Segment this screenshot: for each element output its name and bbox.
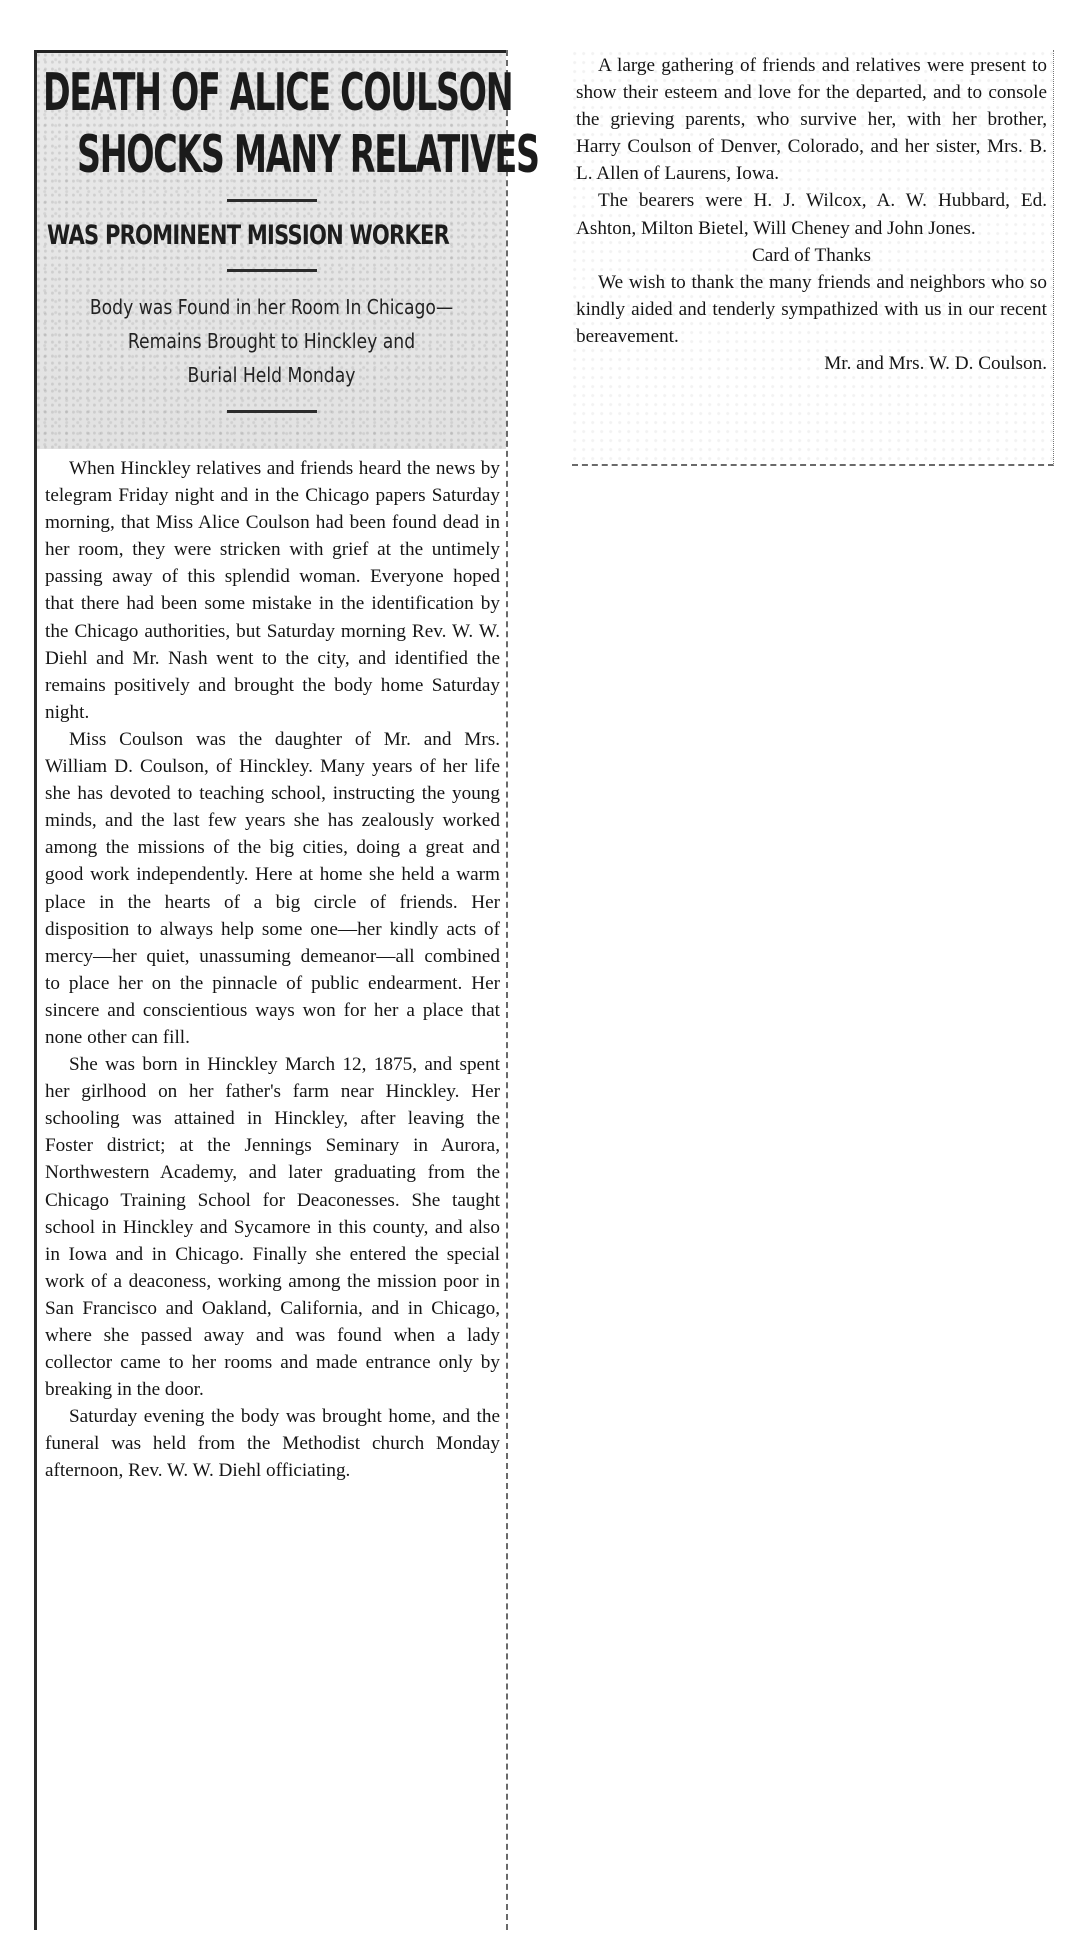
deck-headline	[77, 290, 467, 392]
deck-line: Body was Found in her Room In Chicago—	[89, 295, 454, 319]
card-of-thanks-text: We wish to thank the many friends and neighbors who so kindly aided and tenderly sympathized with us in our recent bereavement.	[576, 271, 1047, 347]
subheadline: WAS PROMINENT MISSION WORKER	[47, 220, 450, 251]
card-of-thanks-signature: Mr. and Mrs. W. D. Coulson.	[824, 353, 1047, 375]
headline-block	[37, 50, 539, 449]
article-paragraph: Miss Coulson was the daughter of Mr. and Mrs. William D. Coulson, of Hinckley. Many years of her life she has devoted to teaching school, instructing the young minds, and the last few years she has zealously worked among the missions of the big cities, doing a great and good work independently. Here at home she held a warm place in the hearts of a big circle of friends. Her disposition to always help some one—her kindly acts of mercy—her quiet, unassuming demeanor—all combined to place her on the pinnacle of public endearment. Her sincere and conscientious ways won for her a place that none other can fill.	[45, 728, 500, 1048]
card-of-thanks-title: Card of Thanks	[751, 244, 871, 266]
headline-rule	[227, 199, 317, 202]
article-paragraph: Saturday evening the body was brought home, and the funeral was held from the Methodist church Monday afternoon, Rev. W. W. Diehl officiating.	[45, 1406, 500, 1482]
deck-rule	[227, 410, 317, 413]
continuation-paragraph: A large gathering of friends and relatives were present to show their esteem and love for the departed, and to console the grieving parents, who survive her, with her brother, Harry Coulson of Denver, Colorado, and her sister, Mrs. B. L. Allen of Laurens, Iowa.	[576, 55, 1047, 185]
continuation-paragraph: The bearers were H. J. Wilcox, A. W. Hubbard, Ed. Ashton, Milton Bietel, Will Cheney and John Jones.	[576, 190, 1047, 239]
deck-line: Remains Brought to Hinckley and	[127, 329, 416, 353]
article-body	[37, 449, 506, 1485]
obituary-clipping	[34, 50, 539, 1930]
headline-line-2: SHOCKS MANY RELATIVES	[77, 125, 539, 185]
headline-line-1: DEATH OF ALICE COULSON	[43, 63, 513, 123]
deck-line: Burial Held Monday	[187, 363, 356, 387]
continuation-clipping	[572, 50, 1054, 466]
subhead-rule	[227, 269, 317, 272]
article-paragraph: When Hinckley relatives and friends heard the news by telegram Friday night and in the Chicago papers Saturday morning, that Miss Alice Coulson had been found dead in her room, they were stricken with grief at the untimely passing away of this splendid woman. Everyone hoped that there had been some mistake in the identification by the Chicago authorities, but Saturday morning Rev. W. W. Diehl and Mr. Nash went to the city, and identified the remains positively and brought the body home Saturday night.	[45, 458, 500, 723]
article-paragraph: She was born in Hinckley March 12, 1875, and spent her girlhood on her father's farm near Hinckley. Her schooling was attained in Hinckley, after leaving the Foster district; at the Jennings Seminary in Aurora, Northwestern Academy, and later graduating from the Chicago Training School for Deaconesses. She taught school in Hinckley and Sycamore in this county, and also in Iowa and in Chicago. Finally she entered the special work of a deaconess, working among the mission poor in San Francisco and Oakland, California, and in Chicago, where she passed away and was found when a lady collector came to her rooms and made entrance only by breaking in the door.	[45, 1054, 500, 1401]
